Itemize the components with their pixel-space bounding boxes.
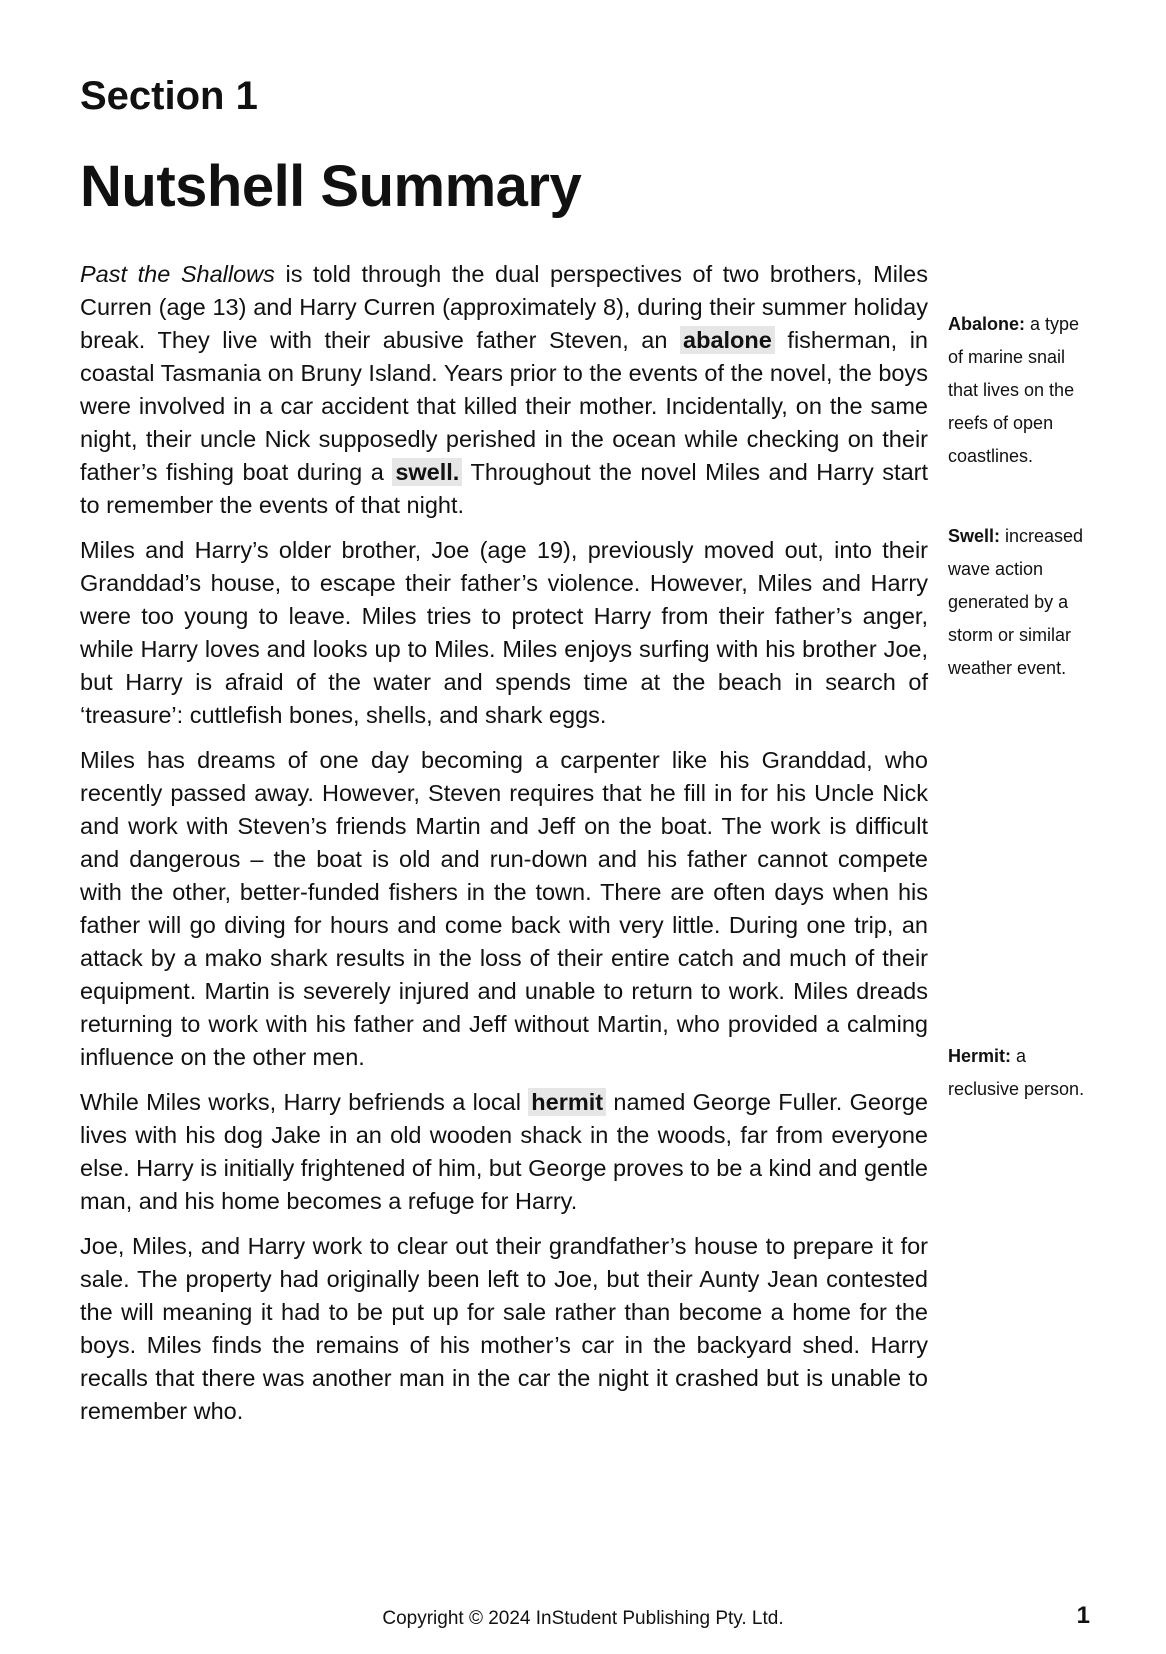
footer-copyright: Copyright © 2024 InStudent Publishing Pty. Ltd. — [382, 1608, 784, 1629]
section-label: Section 1 — [80, 74, 258, 118]
paragraph-1-text-b: fisherman, in coastal Tasmania on Bruny Island. Years prior to the events of the novel, the boys were involved in a car accident that killed their mother. Incidentally, on the same night, their uncle Nick supposedly perished in the ocean while checking on their father’s fishing boat during a — [80, 327, 928, 485]
book-title: Past the Shallows — [80, 261, 275, 287]
paragraph-4-text-b: named George Fuller. George lives with his dog Jake in an old wooden shack in the woods, far from everyone else. Harry is initially frightened of him, but George proves to be a kind and gentle man, and his home becomes a refuge for Harry. — [80, 1089, 928, 1214]
glossary-hermit — [948, 1040, 1098, 1106]
glossary-swell — [948, 520, 1098, 685]
paragraph-2: Miles and Harry’s older brother, Joe (age 19), previously moved out, into their Granddad’s house, to escape their father’s violence. However, Miles and Harry were too young to leave. Miles tries to protect Harry from their father’s anger, while Harry loves and looks up to Miles. Miles enjoys surfing with his brother Joe, but Harry is afraid of the water and spends time at the beach in search of ‘treasure’: cuttlefish bones, shells, and shark eggs. — [80, 537, 928, 728]
glossary-def-swell: increased wave action generated by a storm or similar weather event. — [948, 526, 1084, 678]
paragraph-4-text-a: While Miles works, Harry befriends a local — [80, 1089, 529, 1115]
page-number: 1 — [1076, 1602, 1090, 1629]
paragraph-3: Miles has dreams of one day becoming a carpenter like his Granddad, who recently passed away. However, Steven requires that he fill in for his Uncle Nick and work with Steven’s friends Martin and Jeff on the boat. The work is difficult and dangerous – the boat is old and run-down and his father cannot compete with the other, better-funded fishers in the town. There are often days when his father will go diving for hours and come back with very little. During one trip, an attack by a mako shark results in the loss of their entire catch and much of their equipment. Martin is severely injured and unable to return to work. Miles dreads returning to work with his father and Jeff without Martin, who provided a calming influence on the other men. — [80, 747, 928, 1070]
glossary-def-hermit: a reclusive person. — [948, 1046, 1085, 1099]
glossary-term-hermit: Hermit: — [948, 1046, 1012, 1066]
page-title: Nutshell Summary — [80, 154, 582, 219]
paragraph-4 — [80, 1086, 928, 1218]
glossary-term-abalone: Abalone: — [948, 314, 1026, 334]
term-abalone: abalone — [680, 326, 775, 354]
glossary-term-swell: Swell: — [948, 526, 1001, 546]
summary-body — [80, 258, 928, 1440]
paragraph-1-text-a: is told through the dual perspectives of two brothers, Miles Curren (age 13) and Harry Curren (approximately 8), during their summer holiday break. They live with their abusive father Steven, an — [80, 261, 929, 353]
term-swell: swell. — [392, 458, 462, 486]
glossary-def-abalone: a type of marine snail that lives on the reefs of open coastlines. — [948, 314, 1080, 466]
glossary-abalone — [948, 308, 1098, 473]
term-hermit: hermit — [528, 1088, 606, 1116]
paragraph-1-text-c: Throughout the novel Miles and Harry start to remember the events of that night. — [80, 459, 929, 518]
paragraph-1 — [80, 258, 928, 522]
paragraph-5: Joe, Miles, and Harry work to clear out their grandfather’s house to prepare it for sale. The property had originally been left to Joe, but their Aunty Jean contested the will meaning it had to be put up for sale rather than become a home for the boys. Miles finds the remains of his mother’s car in the backyard shed. Harry recalls that there was another man in the car the night it crashed but is unable to remember who. — [80, 1233, 928, 1424]
